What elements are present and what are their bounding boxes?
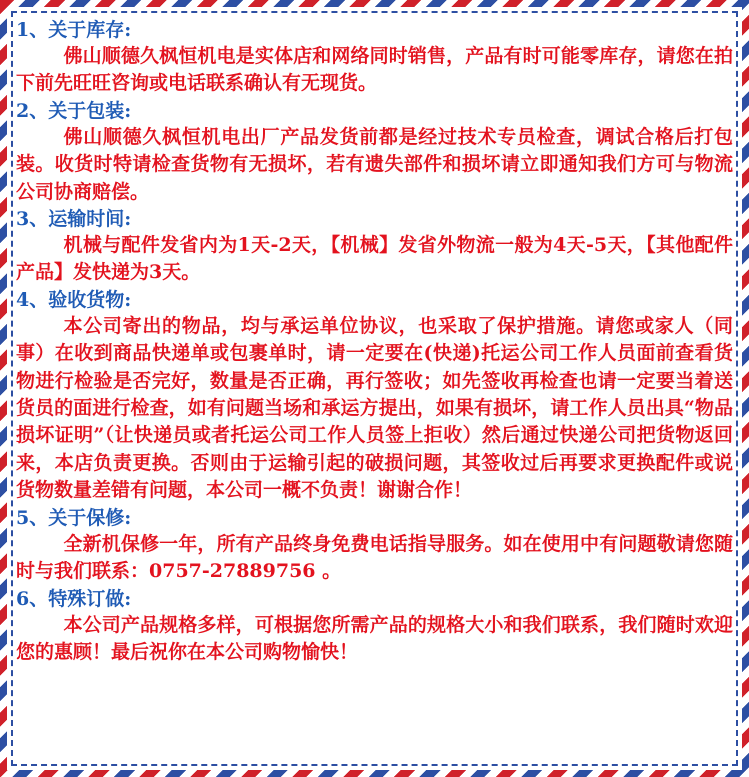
section-body: 本公司寄出的物品，均与承运单位协议，也采取了保护措施。请您或家人（同事）在收到商品快递单或包裹单时，请一定要在(快递)托运公司工作人员面前查看货物进行检验是否完好，数量是否正确，再行签收；如先签收再检查也请一定要当着送货员的面进行检查，如有问题当场和承运方提出，如果有损坏，请工作人员出具“物品损坏证明”（让快递员或者托运公司工作人员签上拒收）然后通过快递公司把货物返回来，本店负责更换。否则由于运输引起的破损问题，其签收过后再要求更换配件或说货物数量差错有问题，本公司一概不负责！谢谢合作！ [16, 314, 733, 502]
section-heading: 4、验收货物: [16, 288, 132, 311]
section-heading: 5、关于保修: [16, 506, 132, 529]
notice-panel [7, 7, 742, 770]
section-body: 机械与配件发省内为1天-2天，【机械】发省外物流一般为4天-5天，【其他配件产品】发快递为3天。 [16, 234, 733, 284]
section-custom-order [16, 586, 733, 667]
section-body: 佛山顺德久枫恒机电是实体店和网络同时销售，产品有时可能零库存，请您在拍下前先旺旺咨询或电话联系确认有无现货。 [16, 45, 733, 95]
section-body: 全新机保修一年，所有产品终身免费电话指导服务。如在使用中有问题敬请您随时与我们联系：0757-27889756 。 [16, 532, 733, 583]
section-packaging [16, 98, 733, 206]
section-body: 本公司产品规格多样，可根据您所需产品的规格大小和我们联系，我们随时欢迎您的惠顾！最后祝你在本公司购物愉快！ [16, 613, 733, 663]
section-shipping-time [16, 206, 733, 287]
section-heading: 2、关于包装: [16, 99, 132, 122]
section-inspection [16, 287, 733, 505]
section-body: 佛山顺德久枫恒机电出厂产品发货前都是经过技术专员检查，调试合格后打包装。收货时特请检查货物有无损坏，若有遗失部件和损坏请立即通知我们方可与物流公司协商赔偿。 [16, 125, 733, 203]
section-stock [16, 17, 733, 98]
section-heading: 1、关于库存: [16, 19, 132, 41]
section-heading: 3、运输时间: [16, 208, 132, 231]
notice-content [16, 17, 733, 762]
section-heading: 6、特殊订做: [16, 587, 132, 610]
section-warranty [16, 505, 733, 586]
